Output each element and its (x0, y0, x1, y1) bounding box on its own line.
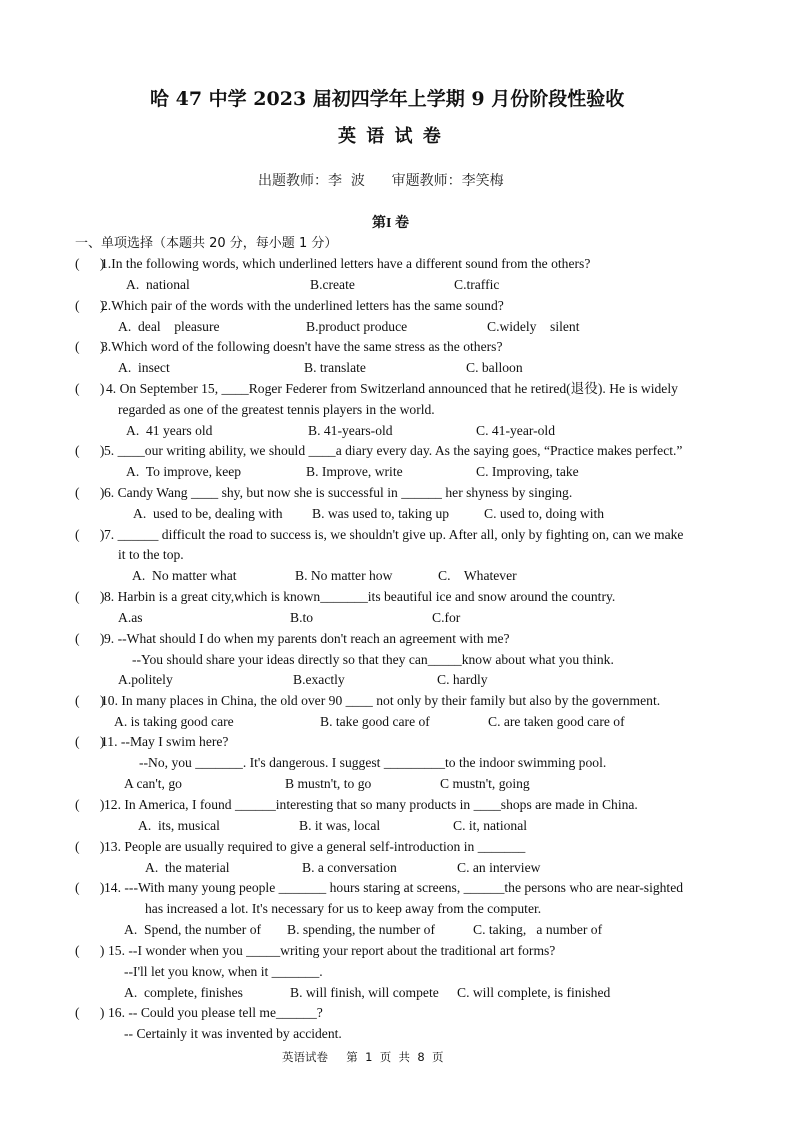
option-b: B. 41-years-old (308, 423, 393, 438)
option-a: A.as (118, 610, 143, 625)
option-b: B. it was, local (299, 818, 381, 833)
answer-paren: ( ) (75, 943, 105, 958)
option-a: A. No matter what (132, 568, 237, 583)
exam-subtitle: 英 语 试 卷 (338, 126, 443, 147)
option-a: A. is taking good care (114, 714, 234, 729)
question-text-continued: regarded as one of the greatest tennis players in the world. (118, 402, 435, 417)
section-title: 第I 卷 (372, 216, 409, 231)
answer-paren: ( ) (75, 381, 105, 396)
question-text: 6. Candy Wang ____ shy, but now she is successful in ______ her shyness by singing. (104, 485, 573, 500)
option-c: C. will complete, is finished (457, 985, 611, 1000)
option-c: C. used to, doing with (484, 506, 605, 521)
question-text: 3.Which word of the following doesn't have the same stress as the others? (101, 339, 503, 354)
question-text: 15. --I wonder when you _____writing your report about the traditional art forms? (108, 943, 556, 958)
answer-paren: ( ) (75, 527, 105, 542)
answer-paren: ( ) (75, 797, 105, 812)
option-c: C. taking, a number of (473, 922, 603, 937)
part-heading: 一、单项选择（本题共 20 分，每小题 1 分） (75, 236, 338, 251)
question-text: 10. In many places in China, the old over 90 ____ not only by their family but also by the government. (101, 693, 661, 708)
question-text-continued: -- Certainly it was invented by accident. (124, 1026, 342, 1041)
answer-paren: ( ) (75, 1005, 105, 1020)
option-a: A. Spend, the number of (124, 922, 262, 937)
question-text-continued: --I'll let you know, when it _______. (124, 964, 323, 979)
option-c: C. balloon (466, 360, 523, 375)
question-text-continued: has increased a lot. It's necessary for us to keep away from the computer. (145, 901, 542, 916)
option-a: A. 41 years old (126, 423, 213, 438)
option-b: B.to (290, 610, 314, 625)
option-a: A. deal pleasure (118, 319, 220, 334)
option-b: B. No matter how (295, 568, 393, 583)
question-text: 14. ---With many young people _______ hours staring at screens, ______the persons who are near-sighted (104, 880, 684, 895)
option-c: C. Whatever (438, 568, 517, 583)
question-text-continued: --You should share your ideas directly so that they can_____know about what you think. (132, 652, 614, 667)
question-text: 9. --What should I do when my parents don't reach an agreement with me? (104, 631, 510, 646)
option-b: B. take good care of (320, 714, 430, 729)
question-text: 13. People are usually required to give a general self-introduction in _______ (104, 839, 526, 854)
teachers-line: 出题教师：李 波 审题教师：李笑梅 (258, 173, 504, 189)
question-text: 1.In the following words, which underlined letters have a different sound from the others? (101, 256, 591, 271)
option-b: B. Improve, write (306, 464, 403, 479)
question-text: 7. ______ difficult the road to success is, we shouldn't give up. After all, only by fighting on, can we make (104, 527, 684, 542)
option-b: B. translate (304, 360, 366, 375)
option-a: A.politely (118, 672, 173, 687)
answer-paren: ( ) (75, 443, 105, 458)
question-text: 12. In America, I found ______interesting that so many products in ____shops are made in China. (104, 797, 638, 812)
option-c: C. it, national (453, 818, 528, 833)
answer-paren: ( ) (75, 485, 105, 500)
page-footer: 英语试卷 第 1 页 共 8 页 (282, 1050, 444, 1064)
answer-paren: ( ) (75, 339, 105, 354)
option-c: C. are taken good care of (488, 714, 625, 729)
option-c: C. an interview (457, 860, 541, 875)
option-c: C.traffic (454, 277, 500, 292)
option-a: A. To improve, keep (126, 464, 242, 479)
option-a: A. its, musical (138, 818, 220, 833)
option-a: A. national (126, 277, 190, 292)
option-a: A. used to be, dealing with (133, 506, 283, 521)
option-a: A. insect (118, 360, 170, 375)
answer-paren: ( ) (75, 839, 105, 854)
question-text: 4. On September 15, ____Roger Federer from Switzerland announced that he retired(退役). He is widely (106, 381, 678, 396)
option-c: C. 41-year-old (476, 423, 556, 438)
answer-paren: ( ) (75, 589, 105, 604)
question-text-continued: it to the top. (118, 547, 184, 562)
option-b: B.exactly (293, 672, 345, 687)
answer-paren: ( ) (75, 631, 105, 646)
answer-paren: ( ) (75, 298, 105, 313)
answer-paren: ( ) (75, 256, 105, 271)
question-text: 5. ____our writing ability, we should ____a diary every day. As the saying goes, “Practice makes perfect.” (104, 443, 683, 458)
question-text-continued: --No, you _______. It's dangerous. I suggest _________to the indoor swimming pool. (139, 755, 607, 770)
exam-title: 哈 47 中学 2023 届初四学年上学期 9 月份阶段性验收 (150, 88, 625, 110)
question-text: 16. -- Could you please tell me______? (108, 1005, 323, 1020)
option-c: C.widely silent (487, 319, 580, 334)
option-a: A. the material (145, 860, 230, 875)
option-b: B.product produce (306, 319, 408, 334)
question-text: 11. --May I swim here? (101, 734, 229, 749)
option-b: B mustn't, to go (285, 776, 372, 791)
option-c: C. Improving, take (476, 464, 579, 479)
answer-paren: ( ) (75, 693, 105, 708)
option-c: C mustn't, going (440, 776, 530, 791)
option-b: B.create (310, 277, 355, 292)
answer-paren: ( ) (75, 880, 105, 895)
option-c: C.for (432, 610, 461, 625)
option-a: A. complete, finishes (124, 985, 243, 1000)
option-b: B. spending, the number of (287, 922, 435, 937)
option-c: C. hardly (437, 672, 488, 687)
option-a: A can't, go (124, 776, 182, 791)
answer-paren: ( ) (75, 734, 105, 749)
option-b: B. a conversation (302, 860, 397, 875)
option-b: B. will finish, will compete (290, 985, 439, 1000)
question-text: 2.Which pair of the words with the underlined letters has the same sound? (101, 298, 504, 313)
option-b: B. was used to, taking up (312, 506, 450, 521)
question-text: 8. Harbin is a great city,which is known_______its beautiful ice and snow around the country. (104, 589, 616, 604)
